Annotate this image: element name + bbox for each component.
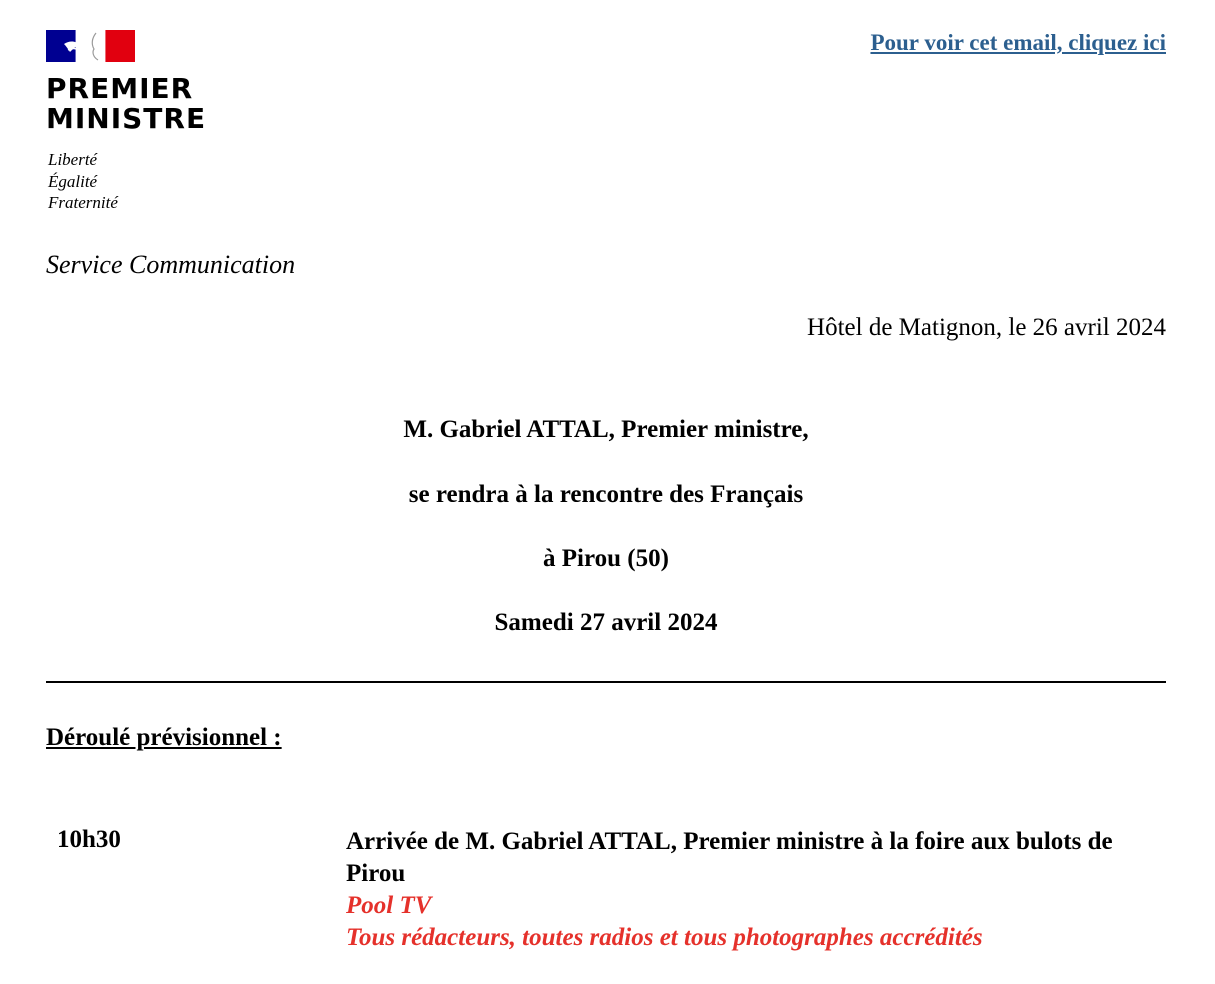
schedule-description: Arrivée de M. Gabriel ATTAL, Premier ministre à la foire aux bulots de Pirou: [346, 828, 1113, 887]
schedule-item: [346, 826, 1126, 954]
press-accreditation-line: Tous rédacteurs, toutes radios et tous photographes accrédités: [346, 924, 983, 951]
press-pool-line: Pool TV: [346, 892, 432, 919]
service-label: Service Communication: [46, 250, 296, 279]
brand-line-1: PREMIER: [46, 72, 194, 105]
motto-liberte: Liberté: [48, 150, 98, 169]
section-title: Déroulé prévisionnel :: [46, 724, 282, 751]
brand-line-2: MINISTRE: [46, 102, 207, 135]
republic-motto: [48, 149, 118, 214]
headline-line-4: Samedi 27 avril 2024: [494, 609, 718, 636]
headline-line-1: M. Gabriel ATTAL, Premier ministre,: [403, 416, 809, 443]
view-email-link[interactable]: Pour voir cet email, cliquez ici: [870, 30, 1166, 55]
motto-egalite: Égalité: [48, 171, 98, 191]
headline-line-2: se rendra à la rencontre des Français: [408, 481, 804, 508]
headline-line-3: à Pirou (50): [543, 545, 669, 572]
dateline: Hôtel de Matignon, le 26 avril 2024: [807, 314, 1166, 341]
marianne-logo-icon: [46, 30, 135, 62]
brand-wordmark: [46, 74, 206, 134]
divider: [46, 681, 1166, 683]
motto-fraternite: Fraternité: [48, 193, 118, 212]
schedule-time: 10h30: [57, 826, 121, 853]
